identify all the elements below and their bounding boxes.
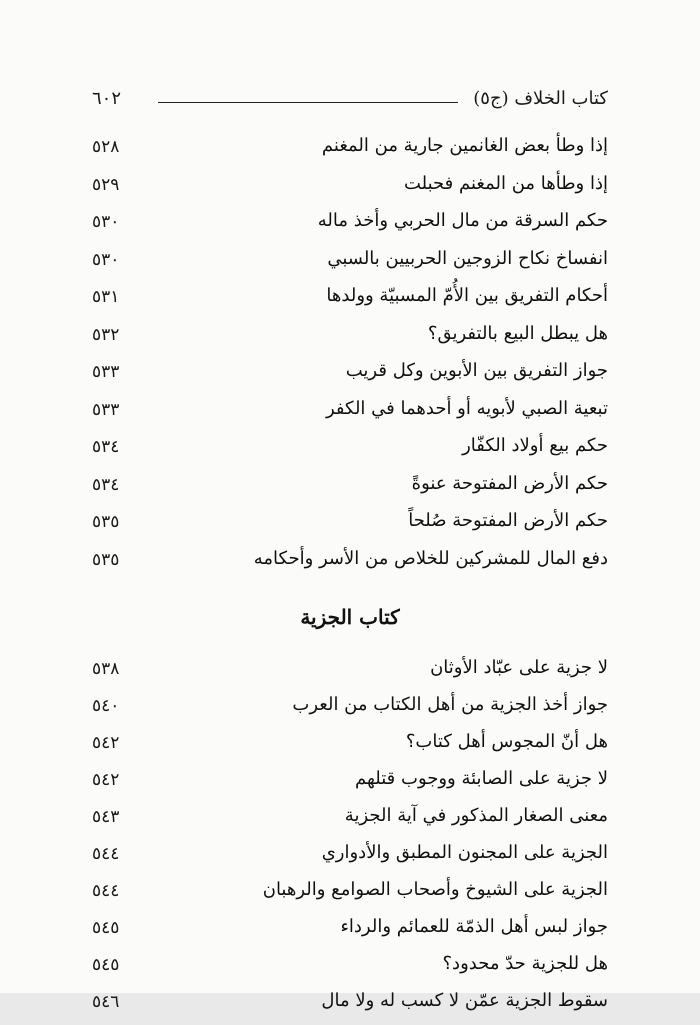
toc-row xyxy=(92,396,608,434)
toc-title: الجزية على الشيوخ وأصحاب الصوامع والرهبان xyxy=(262,879,608,900)
toc-row xyxy=(92,321,608,359)
toc-title: انفساخ نكاح الزوجين الحربيين بالسبي xyxy=(327,247,608,269)
toc-row xyxy=(92,508,608,546)
toc-page: ٥٤٣ xyxy=(92,807,120,827)
toc-row xyxy=(92,655,608,692)
toc-page: ٥٣٠ xyxy=(92,249,120,270)
toc-row xyxy=(92,729,608,766)
toc-title: حكم الأرض المفتوحة صُلحاً xyxy=(408,510,608,531)
toc-title: هل يبطل البيع بالتفريق؟ xyxy=(427,322,608,344)
page-header xyxy=(92,88,608,112)
toc-page: ٥٢٨ xyxy=(92,137,120,157)
toc-row xyxy=(92,840,608,877)
toc-row xyxy=(92,692,608,729)
toc-row xyxy=(92,133,608,171)
section-title: كتاب الجزية xyxy=(300,605,400,629)
page-number: ٦٠٢ xyxy=(92,88,122,109)
toc-title: جواز التفريق بين الأبوين وكل قريب xyxy=(345,360,608,381)
toc-row xyxy=(92,208,608,246)
toc-title: إذا وطأ بعض الغانمين جارية من المغنم xyxy=(321,135,608,156)
toc-page: ٥٢٩ xyxy=(92,174,120,195)
toc-page: ٥٤٢ xyxy=(92,770,120,790)
toc-entries xyxy=(92,133,608,1025)
book-title: كتاب الخلاف (ج٥) xyxy=(473,88,608,109)
toc-row xyxy=(92,766,608,803)
toc-title: سقوط الجزية عمّن لا كسب له ولا مال xyxy=(321,990,608,1011)
toc-row xyxy=(92,283,608,321)
toc-title: إذا وطأها من المغنم فحبلت xyxy=(403,172,608,194)
toc-page: ٥٤٦ xyxy=(92,992,120,1012)
toc-row xyxy=(92,951,608,988)
toc-title: جواز لبس أهل الذمّة للعمائم والرداء xyxy=(340,916,608,937)
toc-title: لا جزية على الصابئة ووجوب قتلهم xyxy=(355,768,608,789)
toc-title: دفع المال للمشركين للخلاص من الأسر وأحكامه xyxy=(253,547,608,569)
toc-page: ٥٣٤ xyxy=(92,474,120,495)
toc-row xyxy=(92,246,608,284)
toc-row xyxy=(92,358,608,396)
toc-title: حكم بيع أولاد الكفّار xyxy=(462,435,608,456)
toc-row xyxy=(92,877,608,914)
toc-title: الجزية على المجنون المطبق والأدواري xyxy=(321,842,608,863)
toc-page: ٥٤٢ xyxy=(92,733,120,753)
toc-title: هل أنّ المجوس أهل كتاب؟ xyxy=(405,731,608,752)
toc-title: جواز أخذ الجزية من أهل الكتاب من العرب xyxy=(292,694,608,715)
toc-page: ٥٣٥ xyxy=(92,549,120,570)
toc-title: حكم الأرض المفتوحة عنوةً xyxy=(411,472,608,494)
toc-row xyxy=(92,546,608,584)
toc-row xyxy=(92,914,608,951)
toc-page: ٥٣١ xyxy=(92,287,120,307)
toc-page: ٥٣٢ xyxy=(92,324,120,345)
toc-row xyxy=(92,803,608,840)
toc-page: ٥٣٣ xyxy=(92,399,120,420)
toc-page: ٥٣٠ xyxy=(92,212,120,232)
toc-page: ٥٣٥ xyxy=(92,512,120,532)
toc-page: ٥٤٤ xyxy=(92,844,120,864)
toc-page: ٥٣٤ xyxy=(92,437,120,457)
toc-page: ٥٤٥ xyxy=(92,955,120,975)
toc-page: ٥٤٠ xyxy=(92,696,120,716)
section-header xyxy=(92,583,608,655)
toc-row xyxy=(92,988,608,1025)
toc-page: ٥٤٤ xyxy=(92,881,120,901)
toc-page: ٥٣٣ xyxy=(92,362,120,382)
toc-row xyxy=(92,171,608,209)
toc-title: لا جزية على عبّاد الأوثان xyxy=(430,657,608,678)
header-rule xyxy=(158,102,458,103)
toc-title: معنى الصغار المذكور في آية الجزية xyxy=(344,805,608,826)
toc-title: حكم السرقة من مال الحربي وأخذ ماله xyxy=(317,210,608,231)
toc-title: هل للجزية حدّ محدود؟ xyxy=(442,953,608,974)
toc-page: ٥٣٨ xyxy=(92,659,120,679)
toc-page: ٥٤٥ xyxy=(92,918,120,938)
toc-row xyxy=(92,471,608,509)
toc-title: تبعية الصبي لأبويه أو أحدهما في الكفر xyxy=(325,397,608,419)
toc-row xyxy=(92,433,608,471)
toc-title: أحكام التفريق بين الأُمّ المسبيّة وولدها xyxy=(326,285,608,306)
